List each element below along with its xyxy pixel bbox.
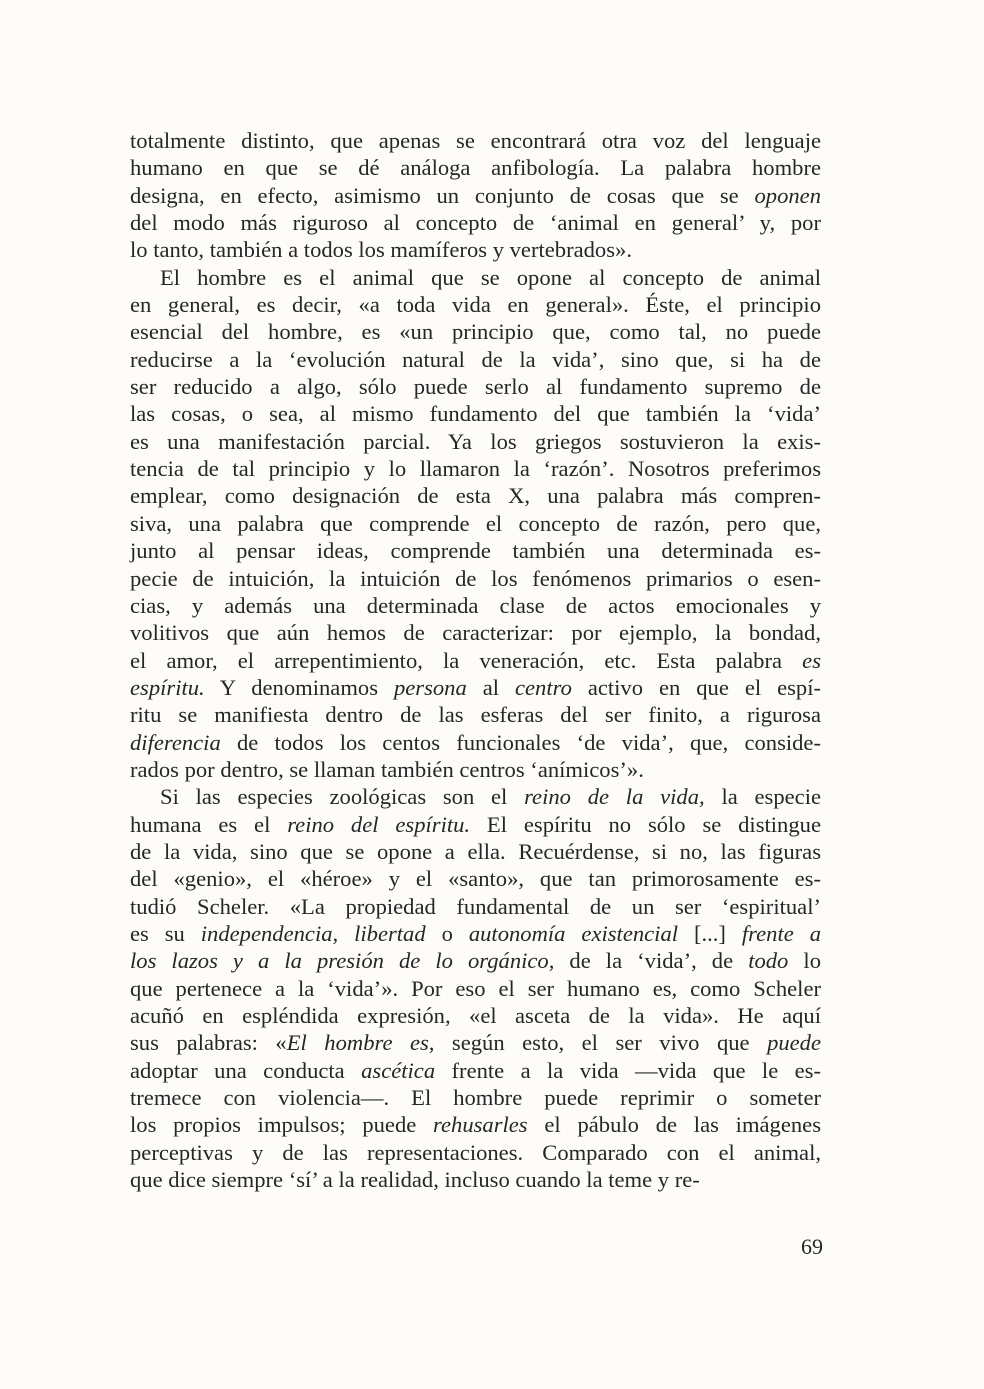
italic-text: reino del espíritu. [287, 811, 471, 837]
text-line [130, 838, 821, 865]
text-run: la especie [704, 784, 821, 810]
text-line [130, 756, 821, 783]
book-page-text [130, 127, 821, 1193]
italic-text: todo [748, 948, 789, 974]
text-line [130, 592, 821, 619]
text-run: totalmente distinto, que apenas se encontrará otra voz del lenguaje [130, 128, 821, 153]
text-line [130, 619, 821, 646]
text-line [130, 318, 821, 345]
text-line [130, 1002, 821, 1029]
text-run: volitivos que aún hemos de caracterizar: por ejemplo, la bondad, [130, 620, 821, 646]
text-run: del modo más riguroso al concepto de ‘animal en general’ y, por [130, 210, 821, 236]
text-run: pecie de intuición, la intuición de los fenómenos primarios o esen- [130, 565, 821, 591]
text-run: rados por dentro, se llaman también centros ‘anímicos’». [130, 756, 644, 782]
text-run: adoptar una conducta [130, 1057, 362, 1083]
text-line [130, 346, 821, 373]
italic-text: puede [767, 1030, 822, 1056]
text-line [130, 701, 821, 728]
text-run: [...] [678, 920, 742, 946]
italic-text: El hombre es, [286, 1030, 435, 1056]
text-line [130, 947, 821, 974]
text-line [130, 537, 821, 564]
text-line [130, 209, 821, 236]
text-line [130, 1111, 821, 1138]
text-line [130, 127, 821, 154]
text-run: Si las especies zoológicas son el [160, 784, 525, 810]
text-run: junto al pensar ideas, comprende también una determinada es- [130, 538, 821, 564]
text-run: designa, en efecto, asimismo un conjunto de cosas que se [130, 182, 755, 208]
text-line [130, 674, 821, 701]
text-run: activo en que el espí- [571, 674, 822, 700]
text-run: humana es el [130, 811, 288, 837]
text-run: El hombre es el animal que se opone al concepto de animal [160, 264, 821, 290]
paragraph [130, 783, 821, 1193]
text-run: El espíritu no sólo se distingue [470, 811, 821, 837]
text-run: cias, y además una determinada clase de actos emocionales y [130, 592, 821, 618]
text-line [130, 1057, 821, 1084]
text-line [130, 182, 821, 209]
text-line [130, 291, 821, 318]
text-line [130, 373, 821, 400]
text-run: esencial del hombre, es «un principio que, como tal, no puede [130, 319, 821, 345]
text-run: Y denominamos [204, 674, 394, 700]
text-line [130, 783, 821, 810]
text-run: el amor, el arrepentimiento, la veneración, etc. Esta palabra [130, 647, 803, 673]
italic-text: los lazos y a la presión de lo orgánico, [130, 948, 555, 974]
text-run: perceptivas y de las representaciones. Comparado con el animal, [130, 1139, 821, 1165]
italic-text: autonomía existencial [468, 920, 679, 946]
text-line [130, 236, 821, 263]
text-run: tremece con violencia—. El hombre puede reprimir o someter [130, 1085, 821, 1111]
text-line [130, 893, 821, 920]
italic-text: reino de la vida, [524, 784, 705, 810]
text-line [130, 482, 821, 509]
text-line [130, 865, 821, 892]
italic-text: ascética [361, 1057, 436, 1083]
italic-text: diferencia [130, 729, 221, 755]
italic-text: oponen [754, 182, 821, 208]
text-line [130, 455, 821, 482]
text-run: de todos los centos funcionales ‘de vida’, que, conside- [220, 729, 821, 755]
text-run: sus palabras: « [130, 1030, 287, 1056]
text-run: reducirse a la ‘evolución natural de la vida’, sino que, si ha de [130, 346, 821, 372]
text-run: lo [788, 948, 821, 974]
text-run: o [425, 920, 469, 946]
italic-text: independencia, libertad [200, 920, 426, 946]
text-line [130, 400, 821, 427]
text-line [130, 1084, 821, 1111]
text-line [130, 428, 821, 455]
text-run: siva, una palabra que comprende el concepto de razón, pero que, [130, 510, 821, 536]
text-run: del «genio», el «héroe» y el «santo», que tan primorosamente es- [130, 866, 821, 892]
text-run: humano en que se dé análoga anfibología. La palabra hombre [130, 155, 821, 181]
text-run: es una manifestación parcial. Ya los griegos sostuvieron la exis- [130, 428, 821, 454]
text-line [130, 510, 821, 537]
italic-text: rehusarles [433, 1112, 528, 1138]
text-run: ser reducido a algo, sólo puede serlo al fundamento supremo de [130, 374, 821, 400]
text-run: emplear, como designación de esta X, una palabra más compren- [130, 483, 821, 509]
page-number: 69 [801, 1234, 823, 1259]
text-run: tencia de tal principio y lo llamaron la ‘razón’. Nosotros preferimos [130, 456, 821, 482]
text-run: que pertenece a la ‘vida’». Por eso el ser humano es, como Scheler [130, 975, 821, 1001]
text-line [130, 264, 821, 291]
text-run: que dice siempre ‘sí’ a la realidad, incluso cuando la teme y re- [130, 1167, 700, 1193]
text-run: de la vida, sino que se opone a ella. Recuérdense, si no, las figuras [130, 838, 821, 864]
italic-text: centro [514, 674, 572, 700]
text-line [130, 565, 821, 592]
text-line [130, 920, 821, 947]
text-run: las cosas, o sea, al mismo fundamento del que también la ‘vida’ [130, 401, 821, 427]
text-line [130, 1029, 821, 1056]
paragraph [130, 264, 821, 784]
text-line [130, 154, 821, 181]
italic-text: espíritu. [130, 674, 205, 700]
text-run: es su [130, 920, 201, 946]
text-run: lo tanto, también a todos los mamíferos y vertebrados». [130, 237, 632, 263]
text-line [130, 729, 821, 756]
italic-text: frente a [741, 920, 821, 946]
text-line [130, 1139, 821, 1166]
text-line [130, 1166, 821, 1193]
text-run: los propios impulsos; puede [130, 1112, 434, 1138]
text-line [130, 647, 821, 674]
text-run: el pábulo de las imágenes [527, 1112, 821, 1138]
italic-text: persona [393, 674, 467, 700]
text-run: según esto, el ser vivo que [434, 1030, 768, 1056]
text-run: tudió Scheler. «La propiedad fundamental de un ser ‘espiritual’ [130, 893, 821, 919]
text-run: frente a la vida —vida que le es- [435, 1057, 821, 1083]
italic-text: es [802, 647, 821, 673]
text-run: en general, es decir, «a toda vida en general». Éste, el principio [130, 292, 821, 318]
text-run: acuñó en espléndida expresión, «el asceta de la vida». He aquí [130, 1003, 821, 1028]
paragraph [130, 127, 821, 264]
text-run: ritu se manifiesta dentro de las esferas del ser finito, a rigurosa [130, 702, 821, 728]
text-run: de la ‘vida’, de [554, 948, 749, 974]
text-run: al [466, 674, 515, 700]
text-line [130, 975, 821, 1002]
text-line [130, 811, 821, 838]
